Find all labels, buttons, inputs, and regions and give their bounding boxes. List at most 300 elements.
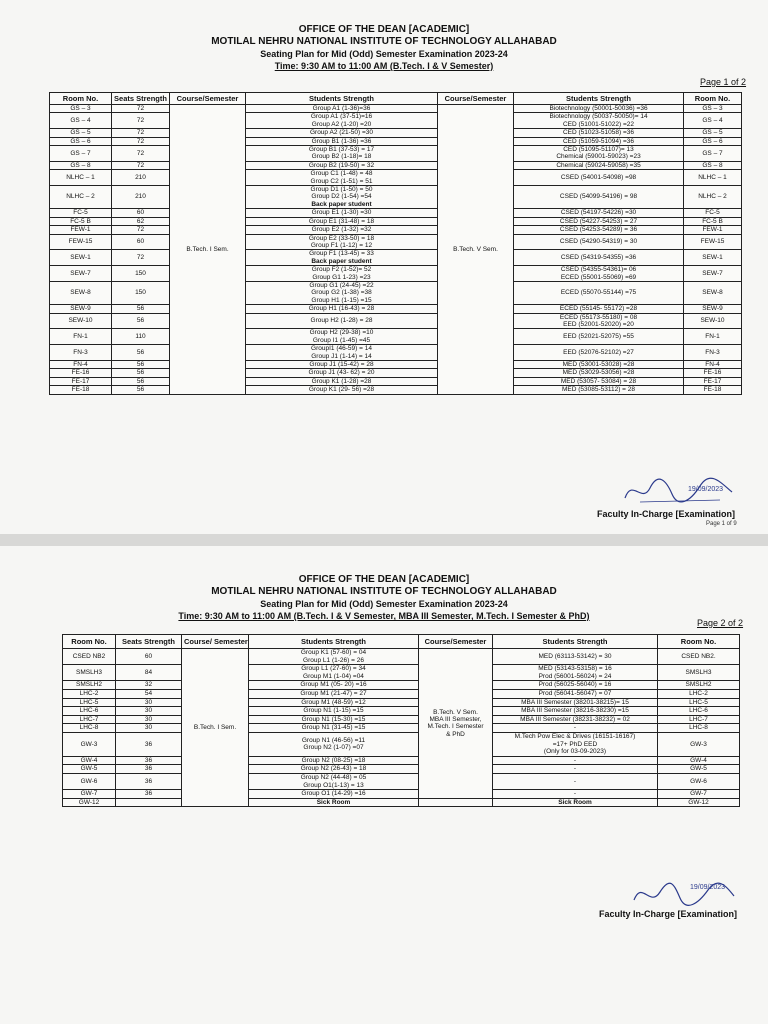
room-no: SMSLH3 <box>63 665 116 681</box>
student-group: MED (53057- 53084) = 28 <box>560 377 637 385</box>
student-group: Back paper student <box>311 200 372 208</box>
students-strength-right <box>493 765 658 774</box>
header-students-right: Students Strength <box>493 635 658 649</box>
seats-strength: 32 <box>116 681 182 690</box>
room-no-right: GW-5 <box>658 765 740 774</box>
students-strength-right <box>514 113 684 129</box>
student-group: Back paper student <box>311 257 372 265</box>
course-label: & PhD <box>446 730 465 738</box>
students-strength-left <box>246 137 438 145</box>
student-group: CSED (54253-54289) = 36 <box>559 226 638 234</box>
course-label: M.Tech. I Semester <box>427 723 484 731</box>
seats-strength: 210 <box>112 186 170 209</box>
student-group: CED (51001-51022) =22 <box>562 120 634 128</box>
students-strength-left <box>246 313 438 329</box>
seats-strength: 210 <box>112 170 170 186</box>
student-group: Group K1 (29- 56) =28 <box>308 386 375 394</box>
students-strength-left <box>249 798 419 807</box>
room-no-right: GS – 7 <box>684 146 742 162</box>
room-no-right: GW-7 <box>658 790 740 799</box>
room-no: LHC-2 <box>63 689 116 698</box>
students-strength-left <box>249 689 419 698</box>
student-group: Group F2 (1-52)= 52 <box>311 266 372 274</box>
room-no: GS – 4 <box>50 113 112 129</box>
header-course-left: Course/Semester <box>170 93 246 105</box>
seats-strength: 56 <box>112 313 170 329</box>
seats-strength: 56 <box>112 361 170 369</box>
students-strength-right <box>514 305 684 313</box>
student-group: Group N1 (1-15) =15 <box>303 707 364 715</box>
header-room: Room No. <box>50 93 112 105</box>
students-strength-left <box>249 715 419 724</box>
students-strength-right <box>514 386 684 394</box>
table-row <box>50 137 742 145</box>
table-row <box>50 186 742 209</box>
students-strength-right <box>514 105 684 113</box>
room-no: SEW-1 <box>50 250 112 266</box>
faculty-in-charge: Faculty In-Charge [Examination] <box>599 909 738 919</box>
room-no: GW-7 <box>63 790 116 799</box>
student-group: Group F1 (13-45) = 33 <box>309 250 374 258</box>
students-strength-right <box>493 681 658 690</box>
seats-strength: 56 <box>112 386 170 394</box>
student-group: Group H1 (1-15) =15 <box>311 296 372 304</box>
room-no-right: LHC-2 <box>658 689 740 698</box>
student-group: Group E2 (33-50) = 18 <box>308 234 375 242</box>
room-no: SEW-10 <box>50 313 112 329</box>
course-label: B.Tech. V Sem. <box>433 708 478 716</box>
student-group: CSED (54001-54098) =98 <box>560 173 637 181</box>
seats-strength: 30 <box>116 724 182 733</box>
students-strength-left <box>249 665 419 681</box>
students-strength-right <box>514 377 684 385</box>
room-no-right: GS – 5 <box>684 129 742 137</box>
room-no: SMSLH2 <box>63 681 116 690</box>
students-strength-right <box>514 170 684 186</box>
seats-strength: 56 <box>112 305 170 313</box>
seats-strength: 72 <box>112 105 170 113</box>
student-group: Group K1 (57-60) = 04 <box>300 649 367 657</box>
room-no: LHC-7 <box>63 715 116 724</box>
students-strength-right <box>514 369 684 377</box>
student-group: MBA III Semester (38231-38232) = 02 <box>520 715 630 723</box>
students-strength-right <box>493 698 658 707</box>
students-strength-left <box>249 773 419 789</box>
student-group: Group M1 (1-04) =04 <box>303 672 364 680</box>
student-group: Prod (56001-56024) = 24 <box>538 672 612 680</box>
student-group: Sick Room <box>558 798 592 806</box>
students-strength-left <box>249 707 419 716</box>
header-course-right: Course/Semester <box>419 635 493 649</box>
student-group: Group N1 (31-45) =15 <box>301 724 366 732</box>
room-no: FC-5 <box>50 209 112 217</box>
table-row <box>50 329 742 345</box>
students-strength-right <box>514 129 684 137</box>
page-label: Page 1 of 2 <box>700 77 747 87</box>
students-strength-left <box>246 281 438 304</box>
students-strength-right <box>514 345 684 361</box>
student-group: - <box>573 724 577 732</box>
course-label: B.Tech. I Sem. <box>186 245 229 253</box>
seats-strength: 110 <box>112 329 170 345</box>
room-no-right: LHC-6 <box>658 707 740 716</box>
student-group: ECED (55173-55180) = 08 <box>559 313 638 321</box>
student-group: Group H2 (1-28) = 28 <box>310 317 373 325</box>
student-group: CSED (54319-54355) =36 <box>560 254 637 262</box>
room-no-right: SMSLH3 <box>658 665 740 681</box>
room-no: FN-3 <box>50 345 112 361</box>
student-group: =17+ PhD EED <box>552 740 598 748</box>
room-no-right: SMSLH2 <box>658 681 740 690</box>
students-strength-left <box>246 161 438 169</box>
course-semester-right <box>419 798 493 807</box>
room-no: LHC-6 <box>63 707 116 716</box>
room-no-right: GS – 8 <box>684 161 742 169</box>
seats-strength: 36 <box>116 756 182 765</box>
header-students-right: Students Strength <box>514 93 684 105</box>
students-strength-left <box>246 234 438 250</box>
students-strength-right <box>514 217 684 225</box>
students-strength-left <box>246 369 438 377</box>
table-row <box>50 234 742 250</box>
students-strength-right <box>514 186 684 209</box>
room-no: FEW-15 <box>50 234 112 250</box>
student-group: MBA III Semester (38201-38215)= 15 <box>521 698 629 706</box>
signature-date: 19/09/2023 <box>688 486 724 493</box>
seats-strength: 72 <box>112 161 170 169</box>
header-students-left: Students Strength <box>246 93 438 105</box>
table-row <box>63 681 740 690</box>
students-strength-right <box>514 137 684 145</box>
student-group: Chemical (59024-59058) =35 <box>556 161 641 169</box>
students-strength-right <box>493 790 658 799</box>
student-group: Group I1 (1-45) =45 <box>312 336 371 344</box>
room-no-right: SEW-10 <box>684 313 742 329</box>
student-group: Group N2 (26-43) = 18 <box>300 765 367 773</box>
room-no: LHC-5 <box>63 698 116 707</box>
table-row <box>50 170 742 186</box>
student-group: Group G2 (1-38) =38 <box>311 289 372 297</box>
student-group: Group L1 (1-26) = 26 <box>303 656 364 664</box>
table-row <box>50 113 742 129</box>
table-row <box>63 724 740 733</box>
student-group: Group M1 (48-59) =12 <box>301 698 366 706</box>
faculty-in-charge: Faculty In-Charge [Examination] <box>597 509 736 519</box>
room-no: NLHC – 2 <box>50 186 112 209</box>
students-strength-right <box>514 361 684 369</box>
page-label: Page 2 of 2 <box>697 618 744 628</box>
seats-strength: 72 <box>112 146 170 162</box>
seats-strength: 60 <box>112 209 170 217</box>
room-no-right: FE-18 <box>684 386 742 394</box>
students-strength-right <box>514 161 684 169</box>
student-group: Sick Room <box>316 798 351 806</box>
student-group: Group O1 (14-29) =16 <box>301 790 366 798</box>
students-strength-left <box>246 146 438 162</box>
room-no: GW-6 <box>63 773 116 789</box>
student-group: Group E2 (1-32) =32 <box>311 226 372 234</box>
student-group: Group A2 (1-20) =20 <box>311 120 372 128</box>
room-no-right: CSED NB2. <box>658 649 740 665</box>
student-group: Biotechnology (50037-50050)= 14 <box>549 113 648 121</box>
student-group: CSED (54227-54253) = 27 <box>559 217 638 225</box>
room-no: GS – 5 <box>50 129 112 137</box>
student-group: Group M1 (21-47) = 27 <box>300 690 367 698</box>
students-strength-right <box>493 689 658 698</box>
table-row <box>63 765 740 774</box>
room-no: FE-17 <box>50 377 112 385</box>
students-strength-right <box>514 313 684 329</box>
student-group: ECED (55070-55144) =75 <box>560 289 637 297</box>
students-strength-right <box>514 329 684 345</box>
header-seats: Seats Strength <box>112 93 170 105</box>
student-group: Group J1 (1-14) = 14 <box>311 352 372 360</box>
room-no: FC-5 B <box>50 217 112 225</box>
room-no: GW-5 <box>63 765 116 774</box>
students-strength-left <box>246 129 438 137</box>
student-group: Group A1 (37-51)=16 <box>310 113 373 121</box>
table-row <box>50 250 742 266</box>
room-no-right: FC-5 <box>684 209 742 217</box>
student-group: M.Tech Pow Elec & Drives (16151-16167) <box>514 733 636 741</box>
table-row <box>63 715 740 724</box>
room-no: GW-12 <box>63 798 116 807</box>
student-group: Group J1 (43- 62) = 20 <box>308 369 375 377</box>
student-group: Group B1 (1-36) =36 <box>311 137 372 145</box>
students-strength-left <box>249 649 419 665</box>
room-no: LHC-8 <box>63 724 116 733</box>
students-strength-left <box>246 186 438 209</box>
student-group: Group N2 (1-07) =07 <box>303 744 364 752</box>
students-strength-left <box>246 305 438 313</box>
student-group: ECED (55001-55069) =69 <box>560 273 637 281</box>
students-strength-right <box>493 724 658 733</box>
room-no-right: SEW-8 <box>684 281 742 304</box>
table-row <box>50 266 742 282</box>
student-group: CSED (54290-54319) = 30 <box>559 238 638 246</box>
student-group: - <box>573 777 577 785</box>
room-no-right: LHC-5 <box>658 698 740 707</box>
students-strength-left <box>246 209 438 217</box>
room-no-right: LHC-7 <box>658 715 740 724</box>
room-no-right: GW-3 <box>658 732 740 756</box>
student-group: EED (52076-52102) =27 <box>563 348 634 356</box>
student-group: Group L1 (27-60) = 34 <box>301 665 366 673</box>
student-group: (Only for 03-09-2023) <box>543 748 607 756</box>
exam-time: Time: 9:30 AM to 11:00 AM (B.Tech. I & V Semester) <box>274 61 494 71</box>
student-group: MED (53143-53158) = 16 <box>538 665 612 673</box>
room-no: SEW-8 <box>50 281 112 304</box>
room-no: GW-3 <box>63 732 116 756</box>
student-group: Group H2 (29-38) =10 <box>309 329 374 337</box>
room-no-right: NLHC – 2 <box>684 186 742 209</box>
course-label: MBA III Semester, <box>429 715 482 723</box>
students-strength-left <box>246 266 438 282</box>
student-group: GroupI1 (46-59) = 14 <box>311 345 372 353</box>
student-group: Group B1 (37-53) = 17 <box>308 146 375 154</box>
student-group: MED (53001-53028) =28 <box>562 361 635 368</box>
student-group: CSED (54197-54226) =30 <box>560 209 637 217</box>
student-group: Chemical (59001-59023) =23 <box>556 153 641 161</box>
students-strength-right <box>493 707 658 716</box>
room-no-right: FE-17 <box>684 377 742 385</box>
table-row <box>50 209 742 217</box>
students-strength-right <box>514 250 684 266</box>
students-strength-right <box>493 773 658 789</box>
students-strength-left <box>246 386 438 394</box>
student-group: EED (52021-52075) =55 <box>563 333 634 341</box>
students-strength-right <box>514 146 684 162</box>
student-group: CSED (54099-54196) = 98 <box>559 193 638 201</box>
students-strength-left <box>249 724 419 733</box>
header-seats: Seats Strength <box>116 635 182 649</box>
seats-strength: 72 <box>112 137 170 145</box>
students-strength-left <box>246 250 438 266</box>
header-students-left: Students Strength <box>249 635 419 649</box>
student-group: Group H1 (16-43) = 28 <box>308 305 375 313</box>
students-strength-right <box>514 226 684 234</box>
header-room-right: Room No. <box>658 635 740 649</box>
exam-time: Time: 9:30 AM to 11:00 AM (B.Tech. I & V Semester, MBA III Semester, M.Tech. I Semester & PhD) <box>178 611 590 621</box>
office-title: OFFICE OF THE DEAN [ACADEMIC] <box>298 24 470 35</box>
plan-title: Seating Plan for Mid (Odd) Semester Examination 2023-24 <box>260 599 508 609</box>
room-no-right: FEW-15 <box>684 234 742 250</box>
student-group: Group N2 (44-48) = 05 <box>300 774 367 782</box>
seats-strength: 150 <box>112 266 170 282</box>
students-strength-right <box>514 281 684 304</box>
room-no-right: GS – 4 <box>684 113 742 129</box>
course-semester-right <box>419 649 493 799</box>
table-row <box>50 377 742 385</box>
students-strength-left <box>246 105 438 113</box>
student-group: Group C2 (1-51) = 51 <box>310 177 373 185</box>
room-no-right: FN-4 <box>684 361 742 369</box>
header-course-left: Course/ Semester <box>182 635 249 649</box>
table-row <box>50 161 742 169</box>
table-row <box>63 689 740 698</box>
student-group: MED (53085-53112) = 28 <box>561 386 636 394</box>
institute-name: MOTILAL NEHRU NATIONAL INSTITUTE OF TECHNOLOGY ALLAHABAD <box>211 586 557 597</box>
table-header-row <box>50 93 742 105</box>
students-strength-right <box>514 234 684 250</box>
student-group: - <box>573 756 577 764</box>
table-row <box>63 790 740 799</box>
table-row <box>50 361 742 369</box>
table-row <box>63 798 740 807</box>
student-group: Group G1 (24-45) =22 <box>309 281 374 289</box>
course-semester-left <box>170 105 246 395</box>
table-row <box>50 146 742 162</box>
room-no: SEW-7 <box>50 266 112 282</box>
table-row <box>50 369 742 377</box>
seats-strength: 84 <box>116 665 182 681</box>
seats-strength: 56 <box>112 345 170 361</box>
table-row <box>50 386 742 394</box>
students-strength-left <box>246 377 438 385</box>
table-row <box>63 649 740 665</box>
page-2-header <box>0 574 768 622</box>
student-group: EED (52001-52020) =20 <box>563 320 634 328</box>
students-strength-left <box>249 698 419 707</box>
table-row <box>50 105 742 113</box>
table-row <box>50 313 742 329</box>
student-group: Group E1 (1-30) =30 <box>311 209 372 217</box>
plan-title: Seating Plan for Mid (Odd) Semester Examination 2023-24 <box>260 49 508 59</box>
student-group: MED (53029-53056) =28 <box>562 369 635 377</box>
room-no: GS – 6 <box>50 137 112 145</box>
seats-strength: 56 <box>112 369 170 377</box>
room-no-right: GW-6 <box>658 773 740 789</box>
page-1-header <box>0 24 768 72</box>
students-strength-right <box>493 756 658 765</box>
room-no-right: NLHC – 1 <box>684 170 742 186</box>
students-strength-left <box>249 765 419 774</box>
seats-strength: 36 <box>116 790 182 799</box>
table-row <box>50 217 742 225</box>
student-group: CED (51059-51094) =36 <box>562 137 634 145</box>
room-no: FN-1 <box>50 329 112 345</box>
students-strength-left <box>246 113 438 129</box>
student-group: Group J1 (15-42) = 28 <box>309 361 374 368</box>
room-no: FE-18 <box>50 386 112 394</box>
student-group: Group K1 (1-28) =28 <box>311 377 372 385</box>
students-strength-left <box>249 732 419 756</box>
seats-strength: 30 <box>116 698 182 707</box>
student-group: Prod (56025-56040) = 16 <box>538 681 612 689</box>
seats-strength: 72 <box>112 226 170 234</box>
students-strength-left <box>246 329 438 345</box>
room-no-right: FEW-1 <box>684 226 742 234</box>
seats-strength: 62 <box>112 217 170 225</box>
table-row <box>63 732 740 756</box>
room-no-right: SEW-7 <box>684 266 742 282</box>
student-group: Prod (56041-56047) = 07 <box>538 690 612 698</box>
table-header-row <box>63 635 740 649</box>
table-row <box>50 281 742 304</box>
student-group: Group D2 (1-54) =54 <box>311 193 372 201</box>
student-group: Group F1 (1-12) = 12 <box>310 241 373 249</box>
room-no: GS – 7 <box>50 146 112 162</box>
students-strength-left <box>246 226 438 234</box>
students-strength-right <box>493 649 658 665</box>
page-of: Page 1 of 9 <box>706 521 737 527</box>
students-strength-left <box>246 361 438 369</box>
student-group: Group B2 (1-18)= 18 <box>311 153 372 161</box>
room-no-right: FE-16 <box>684 369 742 377</box>
student-group: Group C1 (1-48) = 48 <box>310 170 373 178</box>
room-no-right: FN-1 <box>684 329 742 345</box>
header-course-right: Course/Semester <box>438 93 514 105</box>
room-no-right: SEW-1 <box>684 250 742 266</box>
seats-strength: 72 <box>112 250 170 266</box>
students-strength-right <box>493 665 658 681</box>
students-strength-right <box>493 715 658 724</box>
room-no-right: SEW-9 <box>684 305 742 313</box>
seats-strength: 60 <box>112 234 170 250</box>
room-no-right: FN-3 <box>684 345 742 361</box>
seats-strength: 54 <box>116 689 182 698</box>
students-strength-left <box>249 790 419 799</box>
room-no-right: GS – 6 <box>684 137 742 145</box>
room-no-right: GW-4 <box>658 756 740 765</box>
student-group: Group A1 (1-36)=36 <box>312 105 371 112</box>
student-group: - <box>573 790 577 798</box>
students-strength-right <box>514 209 684 217</box>
header-room-right: Room No. <box>684 93 742 105</box>
course-semester-left <box>182 649 249 807</box>
table-row <box>50 226 742 234</box>
seats-strength: 36 <box>116 765 182 774</box>
